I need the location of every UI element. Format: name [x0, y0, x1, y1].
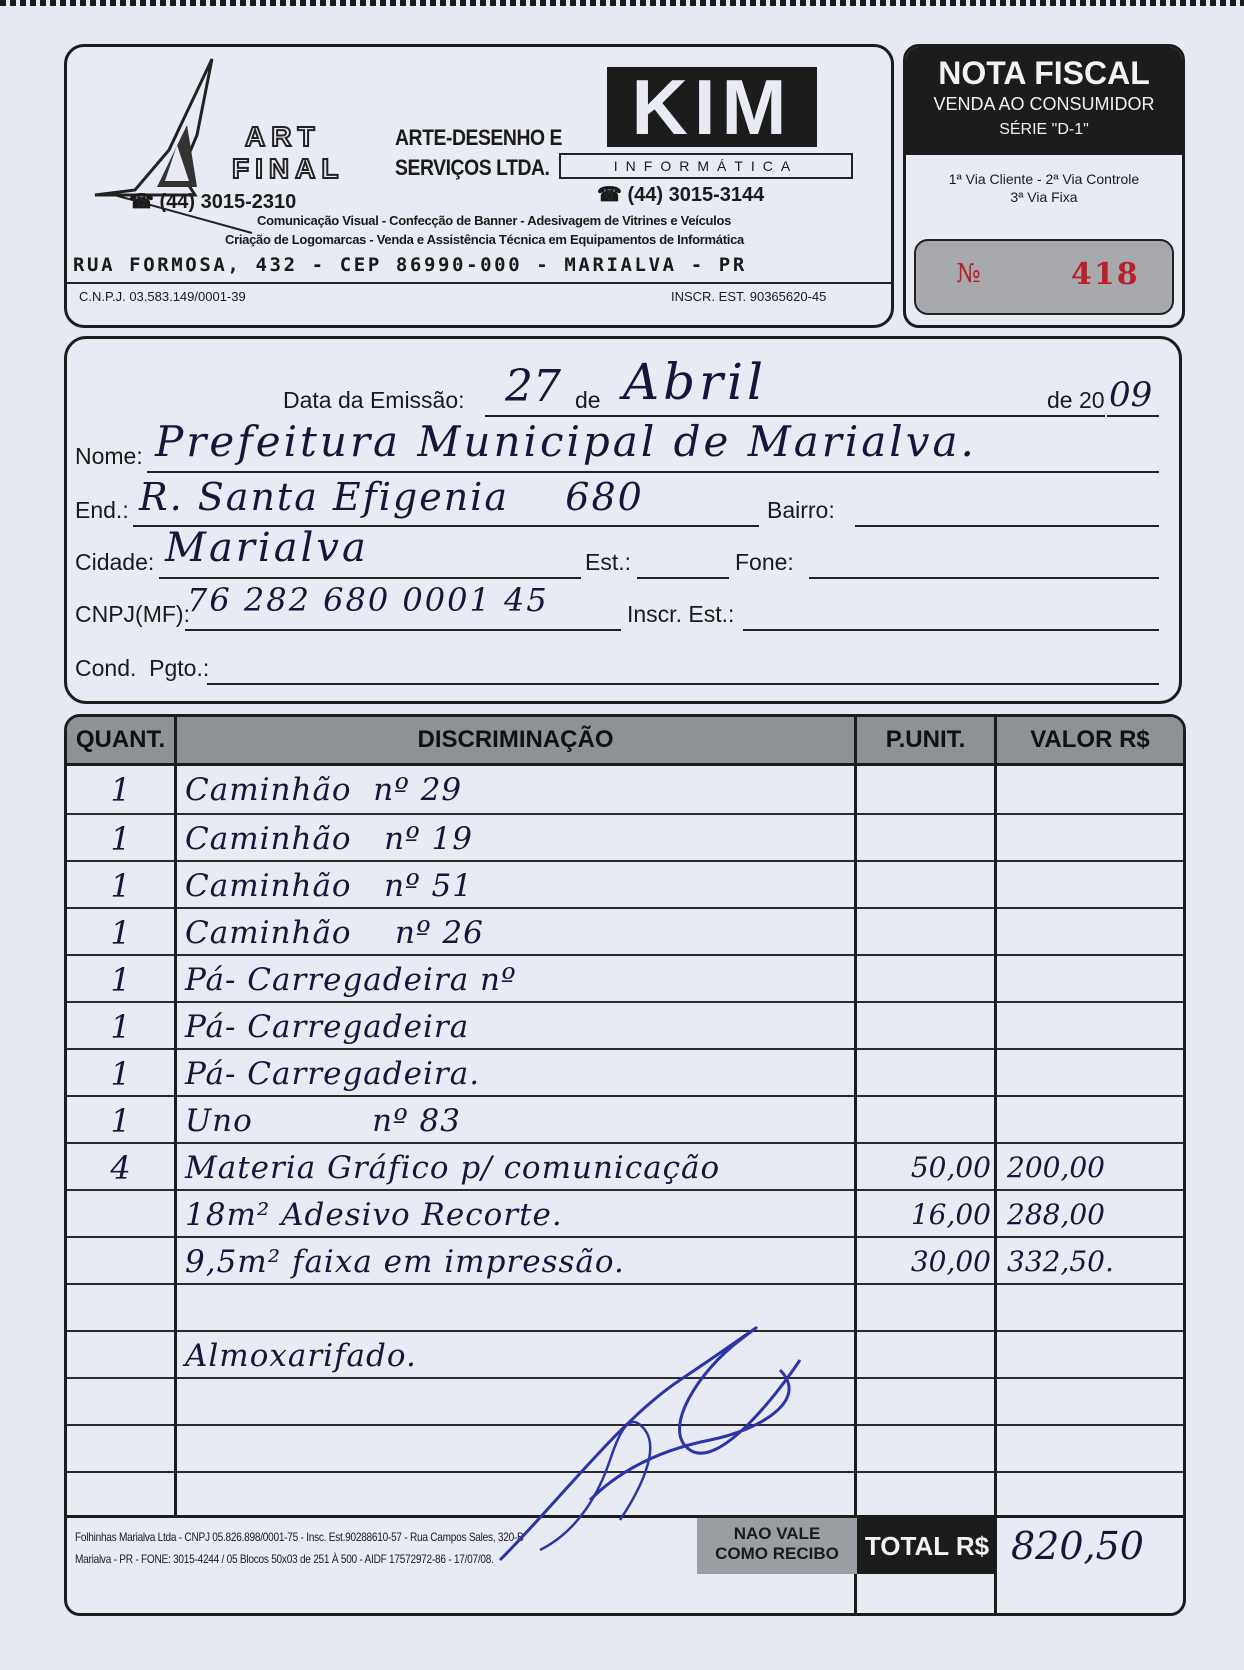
state-label: Est.: [585, 549, 632, 575]
value-cell [1007, 1426, 1177, 1473]
total-value: 820,50 [1011, 1524, 1144, 1568]
total-label: TOTAL R$ [864, 1530, 990, 1561]
art-logo-line2: FINAL [232, 153, 345, 184]
column-divider [994, 763, 997, 1613]
art-logo-line1: ART [245, 121, 321, 152]
nao-vale-line1: NAO VALE [733, 1524, 821, 1543]
nota-fiscal-title-block [906, 47, 1182, 155]
quantity-cell: 1 [110, 770, 131, 809]
bairro-label: Bairro: [767, 497, 835, 523]
value-cell [1007, 815, 1177, 862]
quantity-cell: 1 [110, 1054, 131, 1093]
company-name-line1: ARTE-DESENHO E [395, 125, 563, 150]
printer-line1: Folhinhas Marialva Ltda - CNPJ 05.826.898/0001-75 - Insc. Est.90288610-57 - Rua Campos Sales, 320-B [75, 1530, 524, 1544]
unit-price-cell [867, 1473, 991, 1520]
quantity-cell [67, 1191, 174, 1238]
quantity-cell [67, 1332, 174, 1379]
unit-price-cell [867, 862, 991, 909]
unit-price-cell: 16,00 [910, 1198, 991, 1231]
services-line2: Criação de Logomarcas - Venda e Assistência Técnica em Equipamentos de Informática [225, 232, 744, 247]
state-underline [637, 577, 729, 579]
quantity-cell [67, 1426, 174, 1473]
value-cell [1007, 1050, 1177, 1097]
customer-box [64, 336, 1182, 704]
vias-line2: 3ª Via Fixa [1010, 189, 1078, 205]
address-label: End.: [75, 497, 129, 523]
description-cell: Uno nº 83 [185, 1102, 461, 1139]
nota-number: 418 [1071, 257, 1140, 292]
quantity-cell: 1 [110, 1101, 131, 1140]
table-row [67, 907, 1183, 954]
cnpj-value: 76 282 680 0001 45 [187, 581, 549, 619]
printer-line2: Marialva - PR - FONE: 3015-4244 / 05 Blocos 50x03 de 251 À 500 - AIDF 17572972-86 - 17/07/08. [75, 1552, 494, 1566]
date-de: de [575, 387, 601, 413]
name-label: Nome: [75, 443, 143, 469]
value-cell [1007, 1003, 1177, 1050]
year-label: de 20 [1047, 387, 1105, 413]
unit-price-cell [867, 1003, 991, 1050]
description-cell: Caminhão nº 29 [185, 771, 463, 808]
value-cell [1007, 766, 1177, 813]
quantity-cell [67, 1238, 174, 1285]
city-underline [159, 577, 581, 579]
city-value: Marialva [165, 525, 369, 571]
name-underline [147, 471, 1159, 473]
company-name-line2: SERVIÇOS LTDA. [395, 155, 550, 180]
value-cell: 288,00 [1007, 1198, 1105, 1231]
services-line1: Comunicação Visual - Confecção de Banner - Adesivagem de Vitrines e Veículos [257, 213, 732, 228]
nota-fiscal-box [903, 44, 1185, 328]
header-valor: VALOR R$ [997, 717, 1183, 763]
year-suffix: 09 [1109, 375, 1153, 415]
header-discriminacao: DISCRIMINAÇÃO [177, 717, 857, 763]
unit-price-cell [867, 1285, 991, 1332]
unit-price-cell: 30,00 [910, 1245, 991, 1278]
company-address: RUA FORMOSA, 432 - CEP 86990-000 - MARIALVA - PR [73, 254, 747, 276]
address-value: R. Santa Efigenia 680 [139, 475, 644, 519]
table-row [67, 954, 1183, 1001]
quantity-cell: 1 [110, 866, 131, 905]
quantity-cell: 1 [110, 960, 131, 999]
vias-line1: 1ª Via Cliente - 2ª Via Controle [948, 171, 1140, 187]
inscr-label: Inscr. Est.: [627, 601, 735, 627]
quantity-cell [67, 1285, 174, 1332]
value-cell [1007, 1332, 1177, 1379]
value-cell [1007, 862, 1177, 909]
table-row [67, 1095, 1183, 1142]
cnpj-label: CNPJ(MF): [75, 601, 190, 627]
city-label: Cidade: [75, 549, 155, 575]
table-row [67, 1001, 1183, 1048]
quantity-cell [67, 1473, 174, 1520]
table-row [67, 1189, 1183, 1236]
value-cell [1007, 1473, 1177, 1520]
inscr-underline [743, 629, 1159, 631]
table-row [67, 813, 1183, 860]
description-cell: Pá- Carregadeira. [185, 1055, 481, 1092]
quantity-cell: 1 [110, 1007, 131, 1046]
header-divider [67, 282, 891, 284]
description-cell: 18m² Adesivo Recorte. [185, 1196, 563, 1233]
perforation-edge [0, 0, 1244, 6]
value-cell [1007, 1379, 1177, 1426]
phone-label: Fone: [735, 549, 794, 575]
quantity-cell [67, 1379, 174, 1426]
kim-logo-text: KIM [631, 63, 793, 151]
date-day: 27 [505, 361, 561, 412]
nota-fiscal-serie: SÉRIE "D-1" [999, 121, 1089, 138]
unit-price-cell [867, 1050, 991, 1097]
value-cell: 332,50. [1007, 1245, 1114, 1278]
table-row [67, 1236, 1183, 1283]
unit-price-cell [867, 909, 991, 956]
table-row [67, 1048, 1183, 1095]
number-symbol: № [956, 259, 981, 289]
unit-price-cell [867, 766, 991, 813]
unit-price-cell [867, 1426, 991, 1473]
phone-art: ☎ (44) 3015-2310 [129, 191, 297, 213]
table-row [67, 1142, 1183, 1189]
phone-underline [809, 577, 1159, 579]
nao-vale-line2: COMO RECIBO [715, 1544, 839, 1563]
description-cell: Pá- Carregadeira nº [185, 961, 517, 998]
company-cnpj: C.N.P.J. 03.583.149/0001-39 [79, 289, 246, 304]
company-header-box [64, 44, 894, 328]
quantity-cell: 1 [110, 819, 131, 858]
column-divider [854, 763, 857, 1613]
cnpj-underline [185, 629, 621, 631]
nota-fiscal-subtitle: VENDA AO CONSUMIDOR [933, 94, 1155, 114]
phone-kim: ☎ (44) 3015-3144 [597, 184, 765, 206]
unit-price-cell [867, 1097, 991, 1144]
unit-price-cell [867, 1379, 991, 1426]
description-cell: Caminhão nº 26 [185, 914, 484, 951]
name-value: Prefeitura Municipal de Marialva. [155, 417, 977, 466]
description-cell: Pá- Carregadeira [185, 1008, 470, 1045]
quantity-cell: 4 [110, 1148, 131, 1187]
unit-price-cell: 50,00 [910, 1151, 991, 1184]
unit-price-cell [867, 1332, 991, 1379]
table-row [67, 766, 1183, 813]
description-cell: Materia Gráfico p/ comunicação [185, 1149, 721, 1186]
description-cell: Caminhão nº 19 [185, 820, 473, 857]
year-underline [1107, 415, 1159, 417]
header-quant: QUANT. [67, 717, 177, 763]
value-cell [1007, 956, 1177, 1003]
description-cell: 9,5m² faixa em impressão. [185, 1243, 625, 1280]
date-month: Abril [623, 353, 767, 411]
company-inscr-est: INSCR. EST. 90365620-45 [671, 289, 827, 304]
description-cell: Caminhão nº 51 [185, 867, 473, 904]
value-cell [1007, 1285, 1177, 1332]
unit-price-cell [867, 815, 991, 862]
date-label: Data da Emissão: [283, 387, 465, 413]
cond-underline [207, 683, 1159, 685]
value-cell [1007, 909, 1177, 956]
description-cell: Almoxarifado. [185, 1337, 417, 1374]
kim-logo [607, 63, 817, 151]
table-row [67, 860, 1183, 907]
unit-price-cell [867, 956, 991, 1003]
quantity-cell: 1 [110, 913, 131, 952]
nota-fiscal-title: NOTA FISCAL [938, 55, 1150, 91]
bairro-underline [855, 525, 1159, 527]
total-label-block [857, 1518, 997, 1574]
cond-label: Cond. Pgto.: [75, 655, 210, 681]
nota-number-box [914, 239, 1174, 315]
value-cell [1007, 1097, 1177, 1144]
signature-scribble [480, 1300, 840, 1600]
value-cell: 200,00 [1007, 1151, 1105, 1184]
header-punit: P.UNIT. [857, 717, 997, 763]
column-divider [174, 763, 177, 1515]
kim-subtitle: INFORMÁTICA [559, 153, 853, 179]
